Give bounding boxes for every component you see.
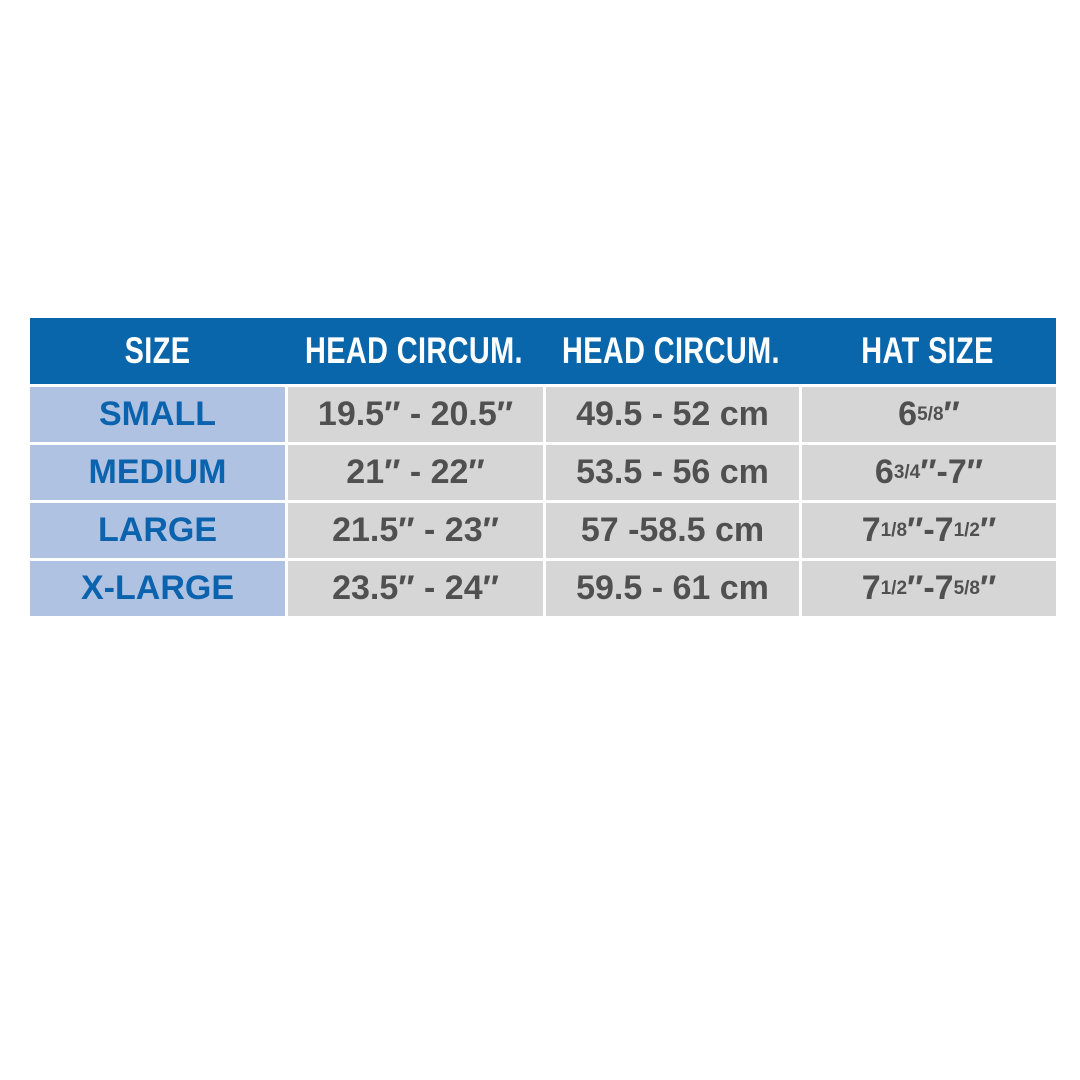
table-row bbox=[30, 503, 1056, 558]
hat-size-whole: 7 bbox=[861, 511, 881, 549]
hat-size-whole: 6 bbox=[898, 395, 918, 433]
hat-size-inch-mark: ″ bbox=[943, 395, 960, 433]
hat-size-whole: 7 bbox=[934, 569, 954, 607]
head-circum-inches: 23.5″ - 24″ bbox=[285, 561, 543, 616]
head-circum-inches: 21″ - 22″ bbox=[285, 445, 543, 500]
hat-size-fraction: 5/8 bbox=[953, 577, 980, 599]
size-label: X-LARGE bbox=[30, 561, 285, 616]
header-hat-size: HAT SIZE bbox=[861, 330, 994, 371]
hat-size-fraction: 1/2 bbox=[953, 519, 980, 541]
header-head-circum-inches: HEAD CIRCUM. bbox=[305, 330, 523, 371]
table-row bbox=[30, 445, 1056, 500]
hat-size bbox=[799, 445, 1056, 500]
size-chart-table bbox=[30, 318, 1056, 616]
head-circum-cm: 49.5 - 52 cm bbox=[543, 387, 799, 442]
header-head-circum-cm: HEAD CIRCUM. bbox=[562, 330, 780, 371]
hat-size-inch-mark: ″ bbox=[920, 453, 937, 491]
head-circum-inches: 19.5″ - 20.5″ bbox=[285, 387, 543, 442]
hat-size-fraction: 1/8 bbox=[880, 519, 908, 541]
hat-size-separator: - bbox=[923, 569, 935, 607]
header-size: SIZE bbox=[124, 330, 191, 371]
hat-size-inch-mark: ″ bbox=[980, 511, 997, 549]
hat-size bbox=[799, 561, 1056, 616]
head-circum-cm: 53.5 - 56 cm bbox=[543, 445, 799, 500]
hat-size-whole: 7 bbox=[947, 453, 967, 491]
head-circum-cm: 59.5 - 61 cm bbox=[543, 561, 799, 616]
hat-size-inch-mark: ″ bbox=[907, 511, 924, 549]
hat-size-fraction: 3/4 bbox=[893, 461, 921, 483]
hat-size bbox=[799, 387, 1056, 442]
table-header-row bbox=[30, 318, 1056, 384]
table-row bbox=[30, 561, 1056, 616]
head-circum-cm: 57 -58.5 cm bbox=[543, 503, 799, 558]
hat-size bbox=[799, 503, 1056, 558]
size-label: LARGE bbox=[30, 503, 285, 558]
hat-size-whole: 7 bbox=[861, 569, 881, 607]
size-label: MEDIUM bbox=[30, 445, 285, 500]
hat-size-fraction: 5/8 bbox=[917, 403, 944, 425]
hat-size-inch-mark: ″ bbox=[966, 453, 984, 491]
hat-size-inch-mark: ″ bbox=[907, 569, 924, 607]
hat-size-whole: 7 bbox=[934, 511, 954, 549]
size-label: SMALL bbox=[30, 387, 285, 442]
hat-size-inch-mark: ″ bbox=[980, 569, 997, 607]
hat-size-separator: - bbox=[923, 511, 935, 549]
hat-size-separator: - bbox=[936, 453, 948, 491]
table-row bbox=[30, 387, 1056, 442]
head-circum-inches: 21.5″ - 23″ bbox=[285, 503, 543, 558]
hat-size-whole: 6 bbox=[874, 453, 894, 491]
hat-size-fraction: 1/2 bbox=[880, 577, 908, 599]
